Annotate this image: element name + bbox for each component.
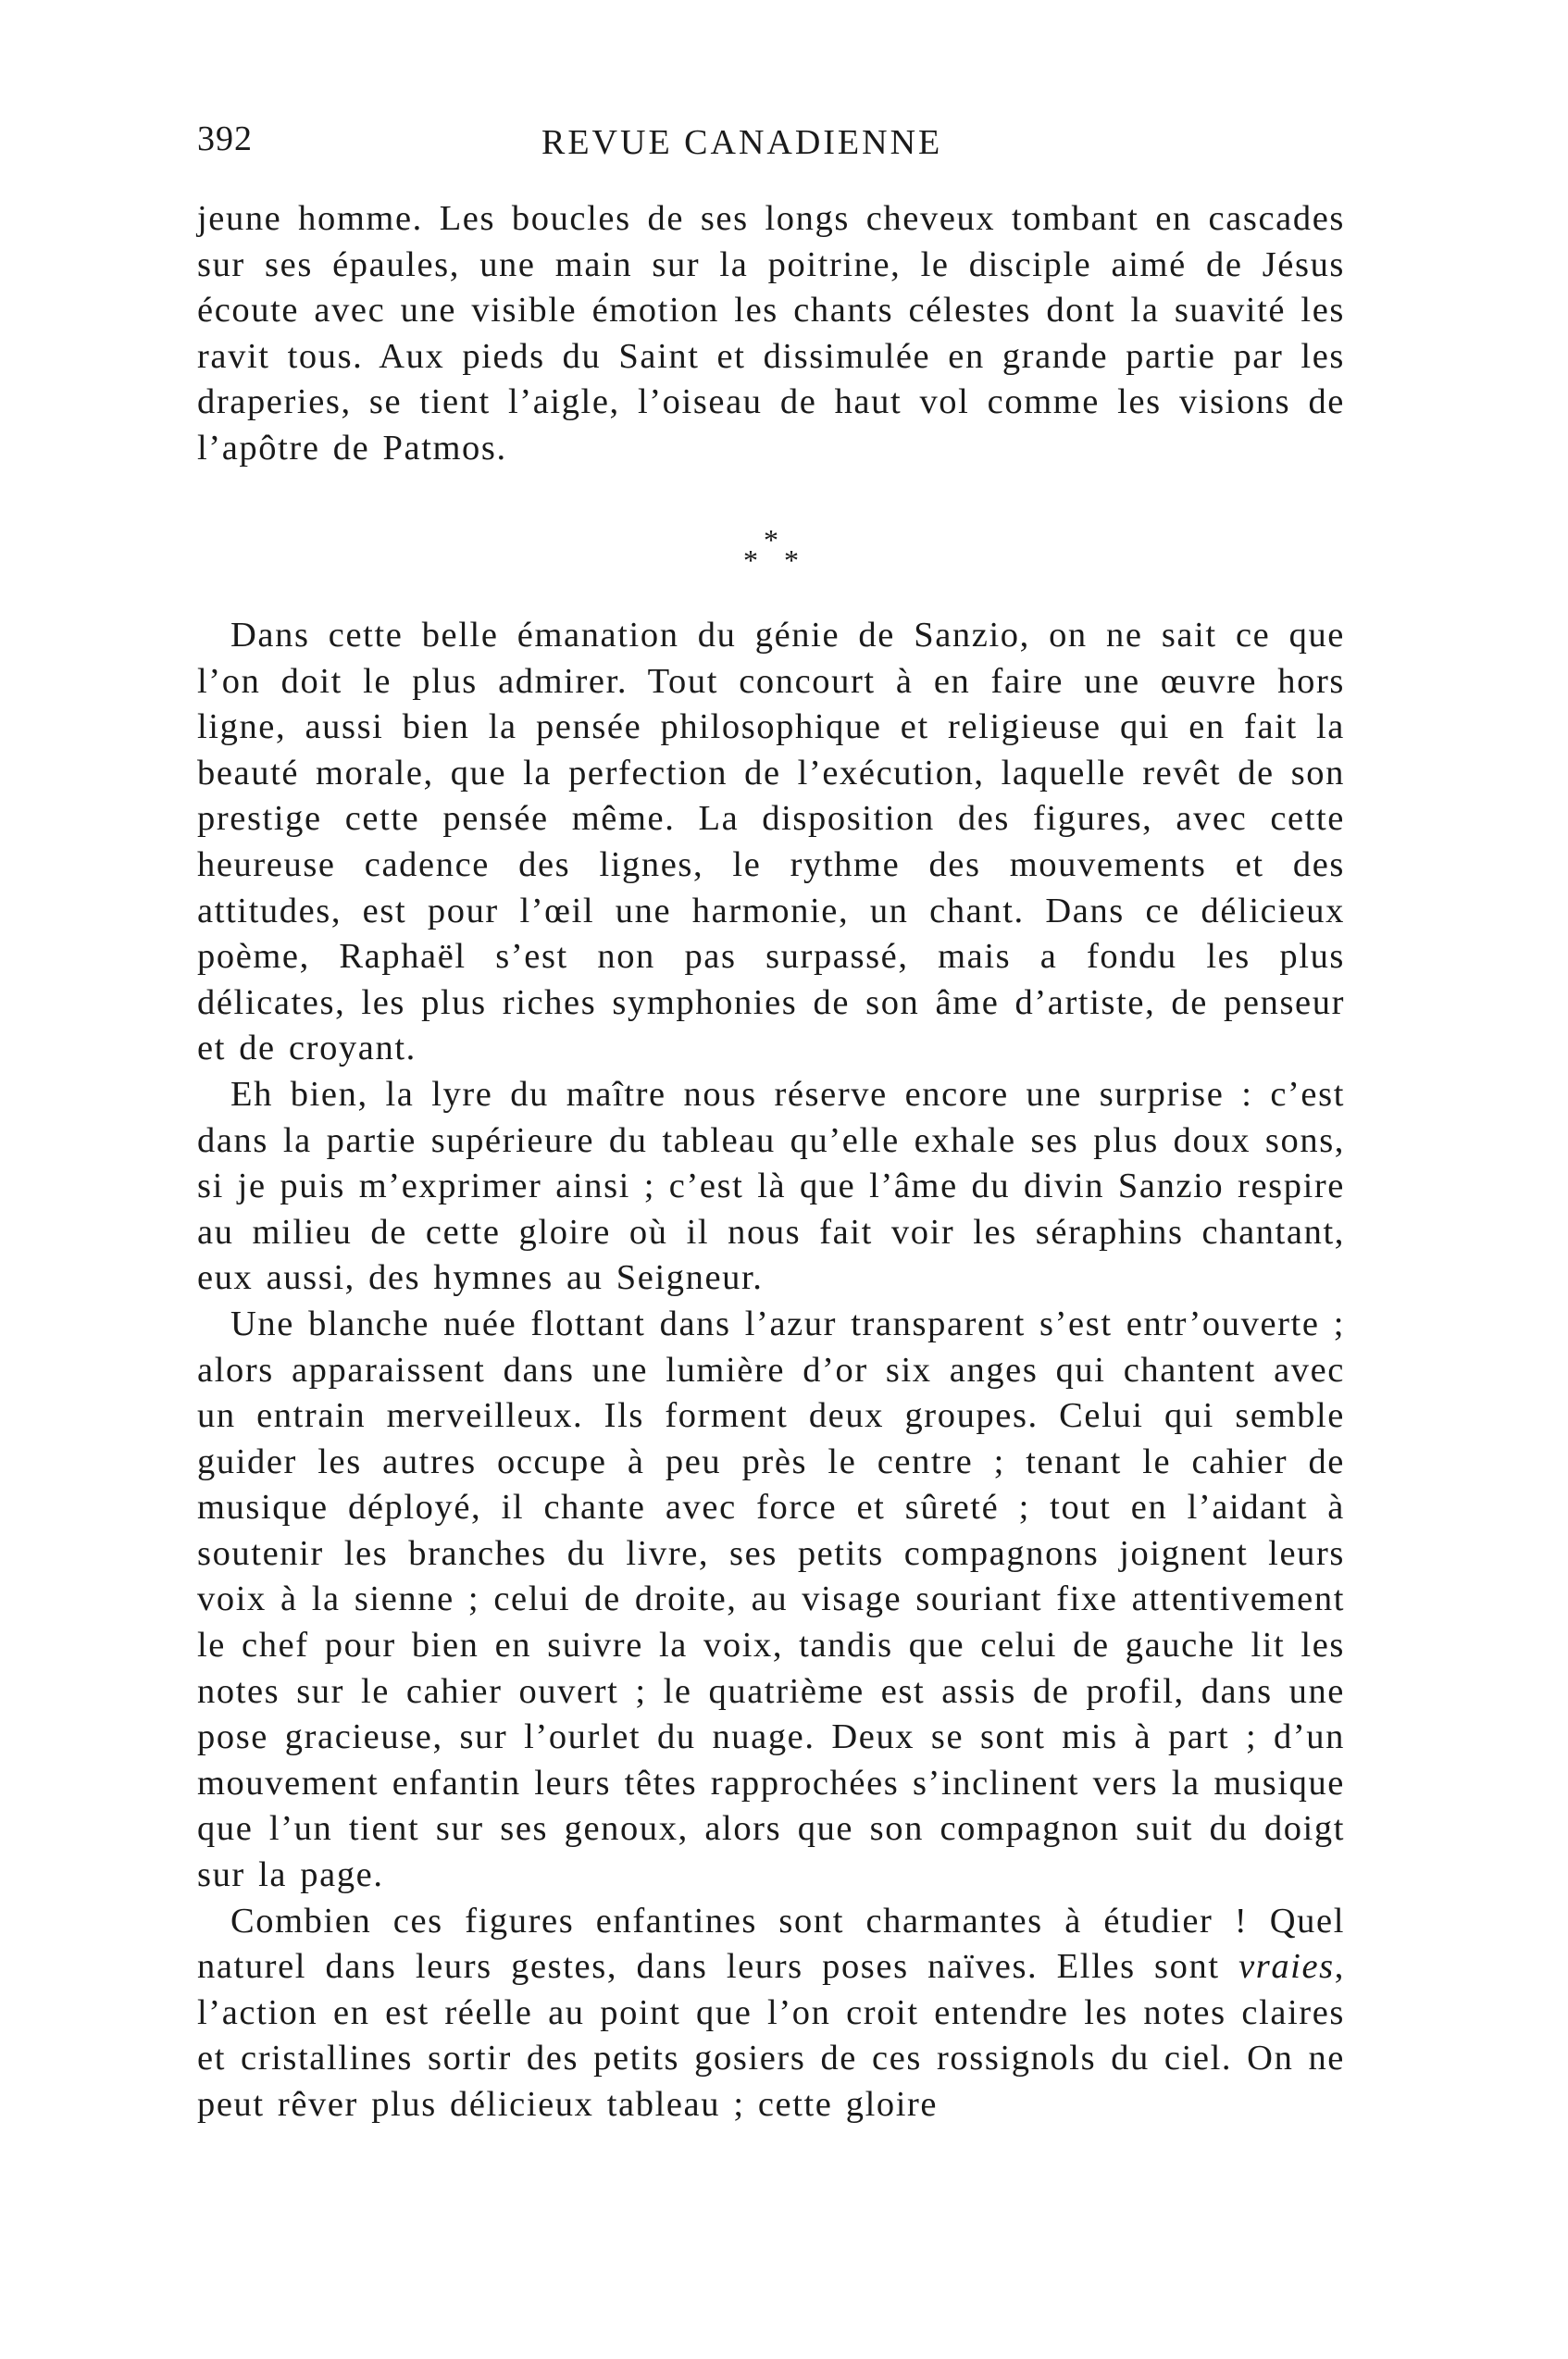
asterism-star: * (764, 523, 778, 556)
paragraph-text: Combien ces figures enfantines sont charmantes à étudier ! Quel naturel dans leurs gestes, dans leurs poses naïves. Elles sont (197, 1901, 1345, 1987)
asterism-star: * (784, 543, 799, 577)
paragraph: Dans cette belle émanation du génie de Sanzio, on ne sait ce que l’on doit le plus admirer. Tout concourt à en faire une œuvre hors ligne, aussi bien la pensée philosophique et religieuse qui en fait la beauté morale, que la perfection de l’exécution, laquelle revêt de son prestige cette pensée même. La disposition des figures, avec cette heureuse cadence des lignes, le rythme des mouvements et des attitudes, est pour l’œil une harmonie, un chant. Dans ce délicieux poème, Raphaël s’est non pas surpassé, mais a fondu les plus délicates, les plus riches symphonies de son âme d’artiste, de penseur et de croyant. (197, 616, 1345, 1068)
running-title: REVUE CANADIENNE (541, 123, 943, 162)
paragraph-continued: jeune homme. Les boucles de ses longs cheveux tombant en cascades sur ses épaules, une main sur la poitrine, le disciple aimé de Jésus écoute avec une visible émotion les chants célestes dont la suavité les ravit tous. Aux pieds du Saint et dissimulée en grande partie par les draperies, se tient l’aigle, l’oiseau de haut vol comme les visions de l’apôtre de Patmos. (197, 199, 1345, 468)
paragraph: Une blanche nuée flottant dans l’azur transparent s’est entr’ouverte ; alors apparaissent dans une lumière d’or six anges qui chantent avec un entrain merveilleux. Ils forment deux groupes. Celui qui semble guider les autres occupe à peu près le centre ; tenant le cahier de musique déployé, il chante avec force et sûreté ; tout en l’aidant à soutenir les branches du livre, ses petits compagnons joignent leurs voix à la sienne ; celui de droite, au visage souriant fixe attentivement le chef pour bien en suivre la voix, tandis que celui de gauche lit les notes sur le cahier ouvert ; le quatrième est assis de profil, dans une pose gracieuse, sur l’ourlet du nuage. Deux se sont mis à part ; d’un mouvement enfantin leurs têtes rapprochées s’inclinent vers la musique que l’un tient sur ses genoux, alors que son compagnon suit du doigt sur la page. (197, 1304, 1345, 1895)
asterism-star: * (743, 543, 758, 577)
main-text-block (197, 613, 1345, 2128)
paragraph-last (197, 1899, 1345, 2128)
paragraph: Eh bien, la lyre du maître nous réserve encore une surprise : c’est dans la partie supérieure du tableau qu’elle exhale ses plus doux sons, si je puis m’exprimer ainsi ; c’est là que l’âme du divin Sanzio respire au milieu de cette gloire où il nous fait voir les séraphins chantant, eux aussi, des hymnes au Seigneur. (197, 1074, 1345, 1298)
page-header (197, 119, 1345, 174)
top-paragraph-block (197, 196, 1345, 472)
italic-word: vraies (1238, 1947, 1335, 1987)
page-number: 392 (197, 119, 253, 158)
section-break-asterism (736, 523, 819, 588)
paragraph-text: , l’action en est réelle au point que l’on croit entendre les notes claires et cristallines sortir des petits gosiers de ces rossignols du ciel. On ne peut rêver plus délicieux tableau ; cette gloire (197, 1947, 1345, 2124)
